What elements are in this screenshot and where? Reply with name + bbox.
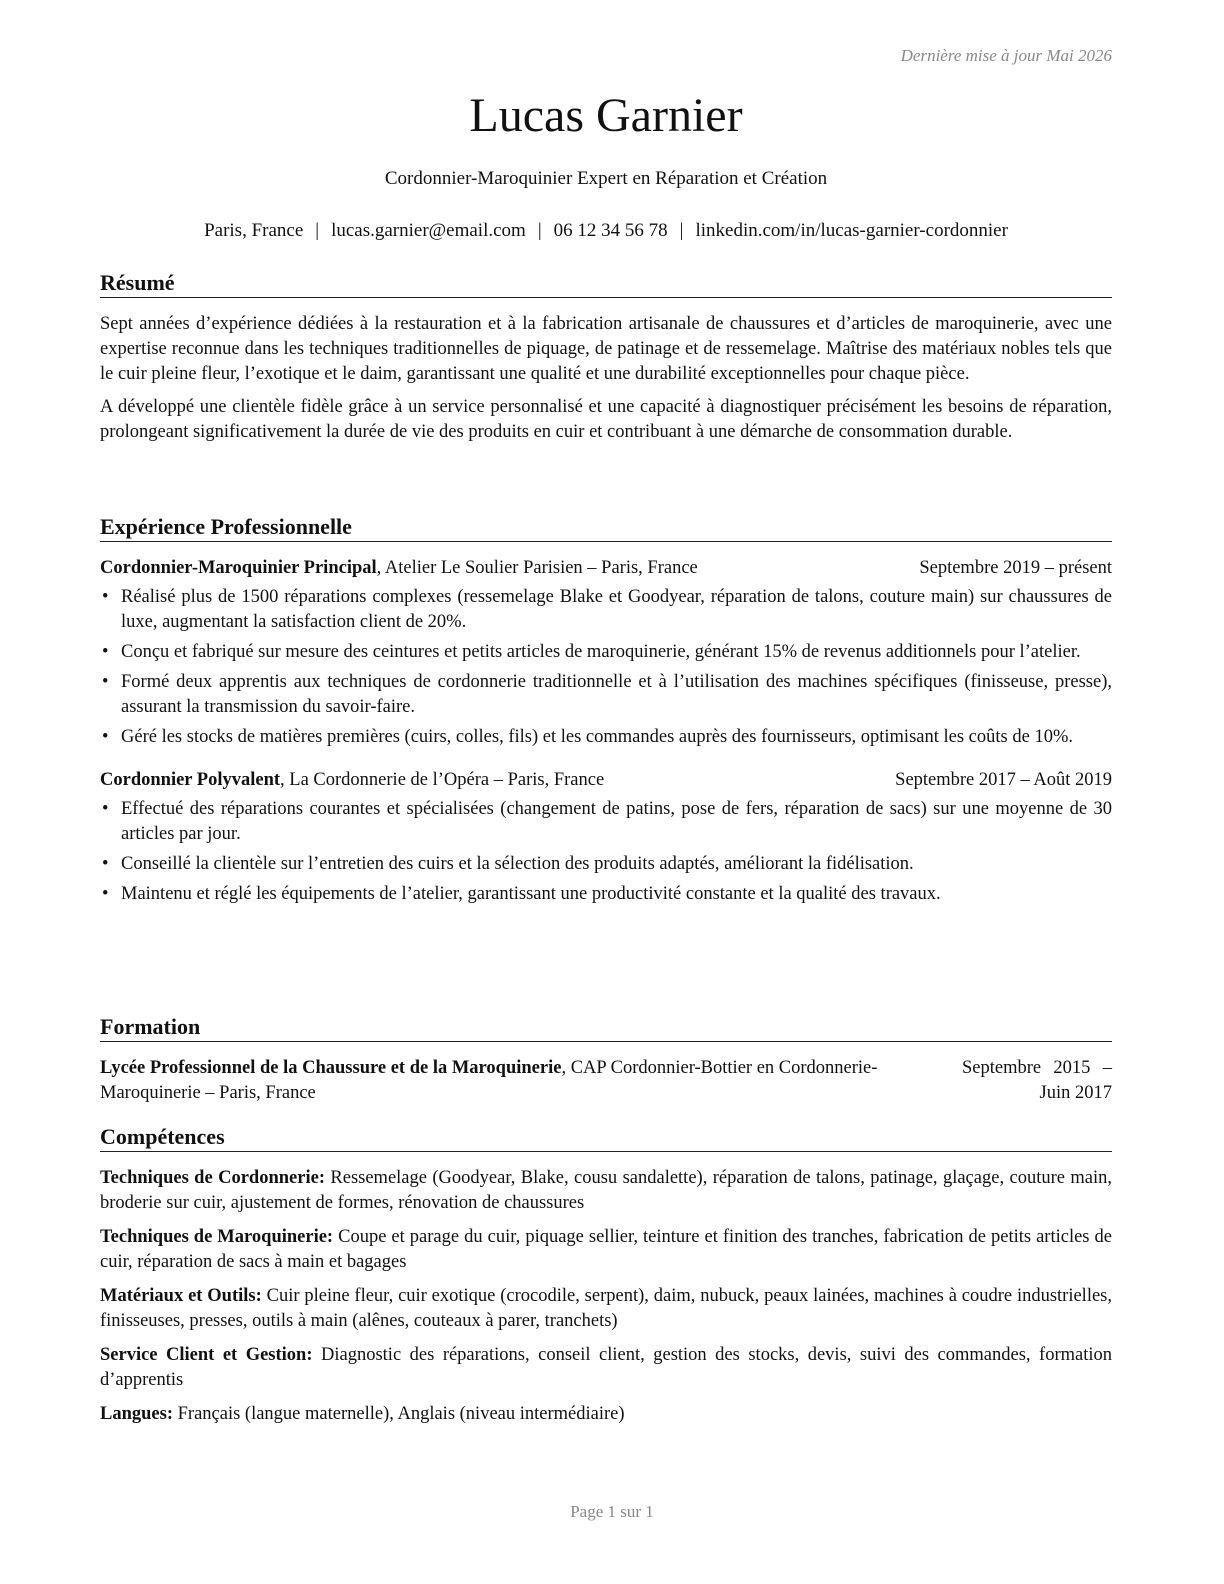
skill-text: Diagnostic des réparations, conseil client, gestion des stocks, devis, suivi des commandes, formation d’apprentis [100, 1345, 1112, 1390]
summary-section [100, 270, 1112, 445]
skill-item [100, 1343, 1112, 1393]
education-school: Lycée Professionnel de la Chaussure et de la Maroquinerie [100, 1058, 562, 1078]
skill-text: Français (langue maternelle), Anglais (niveau intermédiaire) [173, 1404, 625, 1424]
section-title: Compétences [100, 1124, 1112, 1152]
education-detail: , CAP Cordonnier-Bottier en Cordonnerie-Maroquinerie – Paris, France [100, 1058, 878, 1103]
bullet-glyph: • [102, 672, 109, 692]
job-entry [100, 556, 1112, 750]
skill-label: Service Client et Gestion: [100, 1345, 313, 1365]
skill-text: Ressemelage (Goodyear, Blake, cousu sandalette), réparation de talons, patinage, glaçage, couture main, broderie sur cuir, ajustement de formes, rénovation de chaussures [100, 1168, 1112, 1213]
contact-email[interactable]: lucas.garnier@email.com [331, 220, 526, 241]
section-title: Résumé [100, 270, 1112, 298]
bullet-glyph: • [102, 854, 109, 874]
contact-separator: | [315, 220, 320, 241]
skill-item [100, 1284, 1112, 1334]
job-bullets [100, 797, 1112, 907]
job-role: Cordonnier-Maroquinier Principal [100, 558, 377, 578]
section-title: Expérience Professionnelle [100, 514, 1112, 542]
section-title: Formation [100, 1014, 1112, 1042]
job-header [100, 768, 1112, 793]
contact-location: Paris, France [204, 220, 304, 241]
headline: Cordonnier-Maroquinier Expert en Réparation et Création [384, 168, 828, 189]
job-bullet: • Effectué des réparations courantes et spécialisées (changement de patins, pose de fers, réparation de sacs) sur une moyenne de 30 articles par jour. [102, 799, 1112, 844]
skill-item [100, 1166, 1112, 1216]
job-bullet: • Formé deux apprentis aux techniques de cordonnerie traditionnelle et à l’utilisation des machines spécifiques (finisseuse, presse), assurant la transmission du savoir-faire. [102, 672, 1112, 717]
experience-section [100, 514, 1112, 912]
job-entry [100, 768, 1112, 907]
summary-paragraph: Sept années d’expérience dédiées à la restauration et à la fabrication artisanale de chaussures et d’articles de maroquinerie, avec une expertise reconnue dans les techniques traditionnelles de piquage, de patinage et de ressemelage. Maîtrise des matériaux nobles tels que le cuir pleine fleur, l’exotique et le daim, garantissant une qualité et une durabilité exceptionnelles pour chaque pièce. [100, 314, 1112, 384]
skill-label: Techniques de Cordonnerie: [100, 1168, 325, 1188]
education-dates: Septembre 2015 – Juin 2017 [962, 1058, 1112, 1103]
contact-phone: 06 12 34 56 78 [553, 220, 668, 241]
job-employer: , La Cordonnerie de l’Opéra – Paris, France [280, 770, 605, 790]
contact-separator: | [679, 220, 684, 241]
page-number: Page 1 sur 1 [570, 1502, 654, 1521]
bullet-glyph: • [102, 799, 109, 819]
contact-linkedin[interactable]: linkedin.com/in/lucas-garnier-cordonnier [695, 220, 1008, 241]
job-bullet: • Maintenu et réglé les équipements de l’atelier, garantissant une productivité constante et la qualité des travaux. [100, 882, 1112, 907]
bullet-glyph: • [102, 587, 109, 607]
job-role: Cordonnier Polyvalent [100, 770, 281, 790]
job-employer: , Atelier Le Soulier Parisien – Paris, France [376, 558, 698, 578]
summary-paragraph: A développé une clientèle fidèle grâce à un service personnalisé et une capacité à diagnostiquer précisément les besoins de réparation, prolongeant significativement la durée de vie des produits en cuir et contribuant à une démarche de consommation durable. [100, 397, 1112, 442]
candidate-name: Lucas Garnier [469, 89, 743, 142]
skills-section [100, 1124, 1112, 1436]
bullet-glyph: • [102, 727, 109, 747]
bullet-glyph: • [102, 884, 109, 904]
skill-label: Matériaux et Outils: [100, 1286, 262, 1306]
contact-line [100, 220, 1112, 242]
bullet-glyph: • [102, 642, 109, 662]
job-dates: Septembre 2017 – Août 2019 [895, 770, 1112, 790]
skill-text: Cuir pleine fleur, cuir exotique (crocodile, serpent), daim, nubuck, peaux lainées, machines à coudre industrielles, finisseuses, presses, outils à main (alênes, couteaux à parer, tranchets) [100, 1286, 1112, 1331]
contact-separator: | [537, 220, 542, 241]
job-bullet: • Réalisé plus de 1500 réparations complexes (ressemelage Blake et Goodyear, réparation de talons, couture main) sur chaussures de luxe, augmentant la satisfaction client de 20%. [102, 587, 1112, 632]
education-entry [100, 1056, 1112, 1106]
skill-text: Coupe et parage du cuir, piquage sellier, teinture et finition des tranches, fabrication de petits articles de cuir, réparation de sacs à main et bagages [100, 1227, 1112, 1272]
skill-item [100, 1225, 1112, 1275]
job-bullet: • Géré les stocks de matières premières (cuirs, colles, fils) et les commandes auprès des fournisseurs, optimisant les coûts de 10%. [100, 725, 1112, 750]
education-section [100, 1014, 1112, 1106]
job-bullet: • Conçu et fabriqué sur mesure des ceintures et petits articles de maroquinerie, générant 15% de revenus additionnels pour l’atelier. [100, 640, 1112, 665]
skill-item [100, 1402, 1112, 1427]
job-dates: Septembre 2019 – présent [919, 558, 1112, 578]
last-updated: Dernière mise à jour Mai 2026 [900, 46, 1112, 65]
job-bullet: • Conseillé la clientèle sur l’entretien des cuirs et la sélection des produits adaptés, améliorant la fidélisation. [100, 852, 1112, 877]
skill-label: Langues: [100, 1404, 173, 1424]
job-bullets [100, 585, 1112, 750]
skill-label: Techniques de Maroquinerie: [100, 1227, 334, 1247]
job-header [100, 556, 1112, 581]
